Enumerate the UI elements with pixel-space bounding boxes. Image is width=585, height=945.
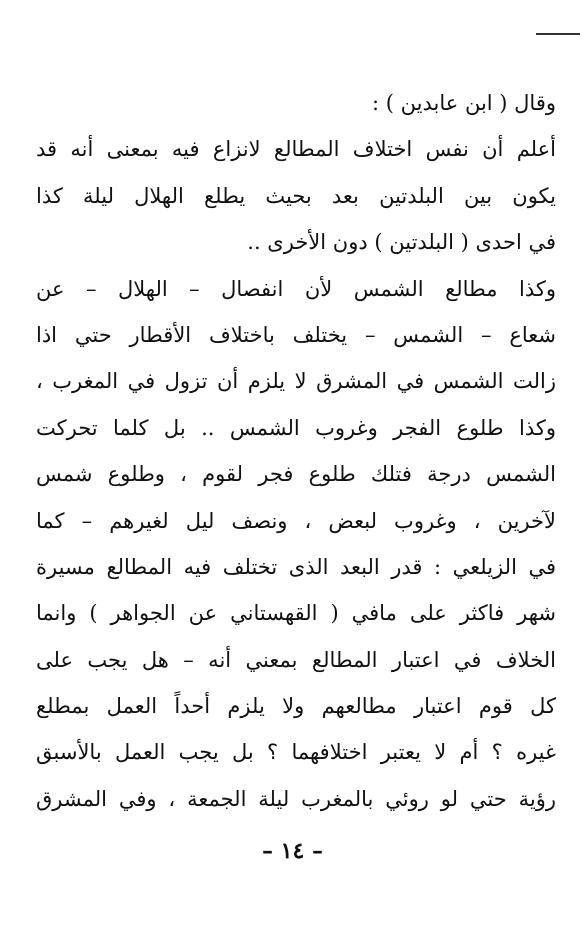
page-number: – ١٤ – [262, 838, 323, 864]
text-line: الشمس درجة فتلك طلوع فجر لقوم ، وطلوع شمس [36, 462, 556, 487]
text-line: شعاع – الشمس – يختلف باختلاف الأقطار حتي اذا [36, 322, 556, 347]
text-line: غيره ؟ أم لا يعتبر اختلافهما ؟ بل يجب العمل بالأسبق [36, 740, 556, 765]
text-line: لآخرين ، وغروب لبعض ، ونصف ليل لغيرهم – كما [36, 508, 556, 533]
page-body-text [36, 80, 556, 822]
text-line: زالت الشمس في المشرق لا يلزم أن تزول في المغرب ، [36, 369, 556, 394]
text-line: الخلاف في اعتبار المطالع بمعني أنه – هل يجب على [36, 647, 556, 672]
text-line: وكذا طلوع الفجر وغروب الشمس .. بل كلما تحركت [36, 415, 556, 440]
text-line: في احدى ( البلدتين ) دون الأخرى .. [247, 230, 556, 255]
text-line: كل قوم اعتبار مطالعهم ولا يلزم أحداً العمل بمطلع [36, 694, 556, 719]
text-line: يكون بين البلدتين بعد بحيث يطلع الهلال ليلة كذا [36, 183, 556, 208]
text-line: وكذا مطالع الشمس لأن انفصال – الهلال – عن [36, 276, 556, 301]
text-line: أعلم أن نفس اختلاف المطالع لانزاع فيه بمعنى أنه قد [36, 137, 556, 162]
text-line: في الزيلعي : قدر البعد الذى تختلف فيه المطالع مسيرة [36, 554, 556, 579]
text-line: وقال ( ابن عابدين ) : [372, 91, 556, 115]
text-line: رؤية حتي لو روئي بالمغرب ليلة الجمعة ، وفي المشرق [36, 786, 556, 811]
header-rule [536, 33, 580, 35]
text-line: شهر فاكثر على مافي ( القهستاني عن الجواهر ) وانما [36, 601, 556, 626]
